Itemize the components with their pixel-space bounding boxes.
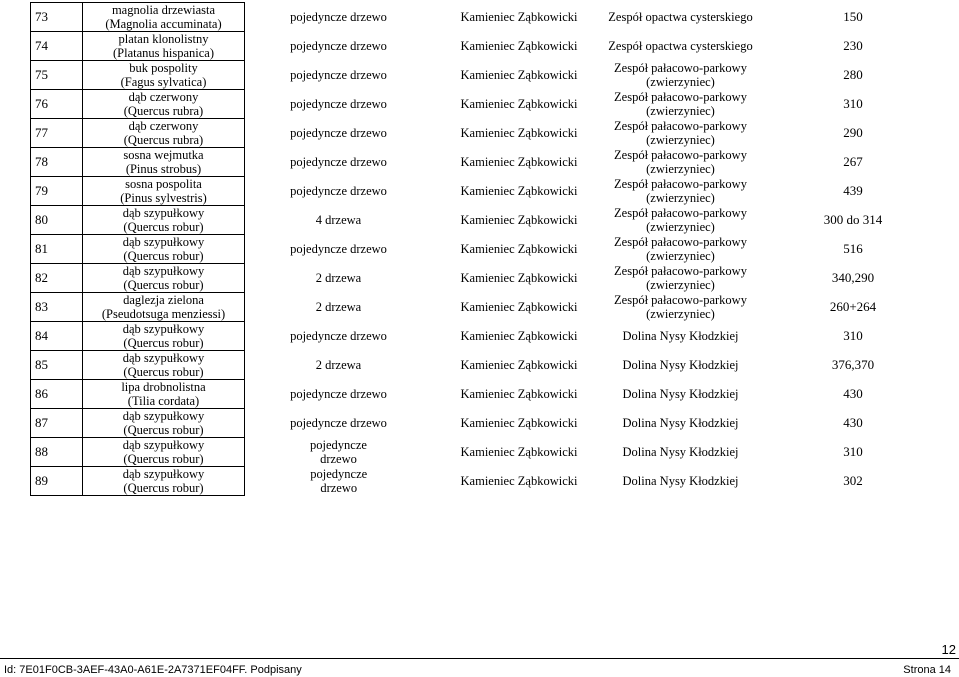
table-row xyxy=(31,467,951,496)
species-latin-name: (Quercus robur) xyxy=(123,452,204,466)
site-text: Zespół pałacowo-parkowy xyxy=(614,177,747,191)
site-cell xyxy=(606,264,756,293)
site-text: Dolina Nysy Kłodzkiej xyxy=(622,416,739,430)
species-cell xyxy=(83,90,245,119)
site-text: Dolina Nysy Kłodzkiej xyxy=(622,358,739,372)
row-number: 78 xyxy=(31,148,83,177)
row-number: 81 xyxy=(31,235,83,264)
circumference-cell: 290 xyxy=(843,125,863,140)
species-cell xyxy=(83,380,245,409)
circumference-cell: 310 xyxy=(843,328,863,343)
row-number: 82 xyxy=(31,264,83,293)
row-number: 73 xyxy=(31,3,83,32)
form-text: 4 drzewa xyxy=(315,213,362,227)
page-number: 12 xyxy=(941,642,956,657)
row-number: 86 xyxy=(31,380,83,409)
locality-cell: Kamieniec Ząbkowicki xyxy=(460,213,578,227)
circumference-cell: 260+264 xyxy=(829,299,877,314)
species-polish-name: lipa drobnolistna xyxy=(121,380,206,394)
row-number: 89 xyxy=(31,467,83,496)
circumference-cell: 150 xyxy=(843,9,863,24)
circumference-cell: 430 xyxy=(843,386,863,401)
species-cell xyxy=(83,322,245,351)
species-cell xyxy=(83,119,245,148)
site-text: Zespół opactwa cysterskiego xyxy=(608,39,753,53)
circumference-cell: 376,370 xyxy=(831,357,875,372)
site-text-line2: (zwierzyniec) xyxy=(646,75,715,89)
table-row xyxy=(31,235,951,264)
form-text: pojedyncze drzewo xyxy=(290,416,387,430)
site-cell xyxy=(606,32,756,61)
form-cell xyxy=(245,90,433,119)
species-polish-name: sosna wejmutka xyxy=(123,148,204,162)
species-latin-name: (Pseudotsuga menziessi) xyxy=(101,307,226,321)
form-cell xyxy=(245,322,433,351)
site-text: Dolina Nysy Kłodzkiej xyxy=(622,445,739,459)
form-cell xyxy=(245,3,433,32)
form-cell xyxy=(245,61,433,90)
species-polish-name: dąb szypułkowy xyxy=(122,467,205,481)
species-latin-name: (Quercus robur) xyxy=(123,365,204,379)
form-cell xyxy=(245,206,433,235)
form-text: pojedyncze drzewo xyxy=(290,155,387,169)
form-text-line2: drzewo xyxy=(320,452,357,466)
locality-cell: Kamieniec Ząbkowicki xyxy=(460,387,578,401)
site-text: Dolina Nysy Kłodzkiej xyxy=(622,329,739,343)
circumference-cell: 230 xyxy=(843,38,863,53)
row-number: 85 xyxy=(31,351,83,380)
species-cell xyxy=(83,148,245,177)
site-text-line2: (zwierzyniec) xyxy=(646,249,715,263)
species-latin-name: (Fagus sylvatica) xyxy=(120,75,207,89)
form-cell xyxy=(245,409,433,438)
row-number: 80 xyxy=(31,206,83,235)
row-number: 74 xyxy=(31,32,83,61)
site-cell xyxy=(606,61,756,90)
species-polish-name: dąb czerwony xyxy=(128,90,199,104)
form-text: pojedyncze drzewo xyxy=(290,329,387,343)
site-text: Zespół pałacowo-parkowy xyxy=(614,148,747,162)
row-number: 76 xyxy=(31,90,83,119)
site-text: Zespół pałacowo-parkowy xyxy=(614,61,747,75)
species-latin-name: (Magnolia accuminata) xyxy=(105,17,222,31)
species-latin-name: (Quercus robur) xyxy=(123,481,204,495)
species-latin-name: (Quercus robur) xyxy=(123,423,204,437)
site-text-line2: (zwierzyniec) xyxy=(646,191,715,205)
form-text: pojedyncze drzewo xyxy=(290,184,387,198)
table-row xyxy=(31,409,951,438)
species-polish-name: magnolia drzewiasta xyxy=(111,3,216,17)
form-text: pojedyncze drzewo xyxy=(290,97,387,111)
species-cell xyxy=(83,438,245,467)
table-row xyxy=(31,148,951,177)
site-text-line2: (zwierzyniec) xyxy=(646,220,715,234)
species-cell xyxy=(83,351,245,380)
species-latin-name: (Pinus sylvestris) xyxy=(120,191,207,205)
table-row xyxy=(31,3,951,32)
site-cell xyxy=(606,380,756,409)
species-latin-name: (Platanus hispanica) xyxy=(112,46,214,60)
table-row xyxy=(31,351,951,380)
row-number: 88 xyxy=(31,438,83,467)
site-cell xyxy=(606,438,756,467)
circumference-cell: 310 xyxy=(843,444,863,459)
locality-cell: Kamieniec Ząbkowicki xyxy=(460,155,578,169)
form-cell xyxy=(245,177,433,206)
form-cell xyxy=(245,235,433,264)
site-text-line2: (zwierzyniec) xyxy=(646,162,715,176)
locality-cell: Kamieniec Ząbkowicki xyxy=(460,474,578,488)
row-number: 87 xyxy=(31,409,83,438)
locality-cell: Kamieniec Ząbkowicki xyxy=(460,358,578,372)
locality-cell: Kamieniec Ząbkowicki xyxy=(460,97,578,111)
locality-cell: Kamieniec Ząbkowicki xyxy=(460,68,578,82)
site-cell xyxy=(606,206,756,235)
site-cell xyxy=(606,322,756,351)
form-text: pojedyncze drzewo xyxy=(290,126,387,140)
page-label-footer: Strona 14 xyxy=(903,664,951,676)
form-cell xyxy=(245,438,433,467)
table-row xyxy=(31,61,951,90)
circumference-cell: 430 xyxy=(843,415,863,430)
site-cell xyxy=(606,177,756,206)
circumference-cell: 280 xyxy=(843,67,863,82)
site-text: Zespół pałacowo-parkowy xyxy=(614,206,747,220)
monument-trees-table-container xyxy=(30,2,950,496)
species-latin-name: (Quercus rubra) xyxy=(123,133,204,147)
form-cell xyxy=(245,351,433,380)
row-number: 84 xyxy=(31,322,83,351)
form-text: pojedyncze drzewo xyxy=(290,39,387,53)
species-polish-name: sosna pospolita xyxy=(125,177,202,191)
species-polish-name: dąb szypułkowy xyxy=(122,351,205,365)
locality-cell: Kamieniec Ząbkowicki xyxy=(460,271,578,285)
locality-cell: Kamieniec Ząbkowicki xyxy=(460,416,578,430)
species-cell xyxy=(83,467,245,496)
locality-cell: Kamieniec Ząbkowicki xyxy=(460,10,578,24)
locality-cell: Kamieniec Ząbkowicki xyxy=(460,445,578,459)
table-row xyxy=(31,380,951,409)
species-latin-name: (Quercus rubra) xyxy=(123,104,204,118)
site-cell xyxy=(606,467,756,496)
species-polish-name: dąb szypułkowy xyxy=(122,235,205,249)
table-row xyxy=(31,32,951,61)
form-text: pojedyncze drzewo xyxy=(290,242,387,256)
form-cell xyxy=(245,264,433,293)
circumference-cell: 439 xyxy=(843,183,863,198)
site-text: Zespół opactwa cysterskiego xyxy=(608,10,753,24)
circumference-cell: 302 xyxy=(843,473,863,488)
site-text-line2: (zwierzyniec) xyxy=(646,133,715,147)
species-latin-name: (Tilia cordata) xyxy=(127,394,200,408)
site-text-line2: (zwierzyniec) xyxy=(646,104,715,118)
species-polish-name: dąb szypułkowy xyxy=(122,206,205,220)
site-cell xyxy=(606,293,756,322)
form-text-line2: drzewo xyxy=(320,481,358,495)
form-text: pojedyncze drzewo xyxy=(290,10,387,24)
species-polish-name: buk pospolity xyxy=(129,61,198,75)
row-number: 77 xyxy=(31,119,83,148)
circumference-cell: 516 xyxy=(843,241,863,256)
document-id-footer: Id: 7E01F0CB-3AEF-43A0-A61E-2A7371EF04FF. Podpisany xyxy=(4,664,302,676)
species-polish-name: daglezja zielona xyxy=(123,293,204,307)
species-cell xyxy=(83,235,245,264)
site-text-line2: (zwierzyniec) xyxy=(646,278,715,292)
site-text: Zespół pałacowo-parkowy xyxy=(614,90,747,104)
circumference-cell: 340,290 xyxy=(831,270,875,285)
locality-cell: Kamieniec Ząbkowicki xyxy=(460,300,578,314)
form-cell xyxy=(245,467,433,496)
site-cell xyxy=(606,351,756,380)
table-row xyxy=(31,264,951,293)
locality-cell: Kamieniec Ząbkowicki xyxy=(460,329,578,343)
table-row xyxy=(31,90,951,119)
site-cell xyxy=(606,235,756,264)
species-polish-name: dąb szypułkowy xyxy=(122,322,205,336)
site-cell xyxy=(606,148,756,177)
species-cell xyxy=(83,264,245,293)
form-cell xyxy=(245,119,433,148)
site-text: Zespół pałacowo-parkowy xyxy=(614,264,747,278)
footer-divider xyxy=(0,658,959,659)
species-polish-name: platan klonolistny xyxy=(118,32,209,46)
table-row xyxy=(31,322,951,351)
form-text: pojedyncze drzewo xyxy=(290,68,387,82)
table-row xyxy=(31,177,951,206)
table-row xyxy=(31,293,951,322)
species-cell xyxy=(83,206,245,235)
species-cell xyxy=(83,293,245,322)
species-latin-name: (Pinus strobus) xyxy=(125,162,202,176)
locality-cell: Kamieniec Ząbkowicki xyxy=(460,242,578,256)
table-body xyxy=(31,3,951,496)
site-text: Zespół pałacowo-parkowy xyxy=(614,293,747,307)
form-text: pojedyncze xyxy=(310,467,368,481)
species-latin-name: (Quercus robur) xyxy=(123,278,204,292)
form-text: 2 drzewa xyxy=(315,271,362,285)
circumference-cell: 267 xyxy=(843,154,863,169)
species-latin-name: (Quercus robur) xyxy=(123,249,204,263)
species-polish-name: dąb szypułkowy xyxy=(122,264,205,278)
circumference-cell: 300 do 314 xyxy=(823,212,883,227)
site-text: Zespół pałacowo-parkowy xyxy=(614,119,747,133)
species-latin-name: (Quercus robur) xyxy=(123,220,204,234)
species-polish-name: dąb szypułkowy xyxy=(122,409,205,423)
table-row xyxy=(31,438,951,467)
form-text: 2 drzewa xyxy=(315,300,362,314)
form-cell xyxy=(245,148,433,177)
locality-cell: Kamieniec Ząbkowicki xyxy=(460,126,578,140)
species-polish-name: dąb szypułkowy xyxy=(122,438,205,452)
form-text: pojedyncze xyxy=(310,438,367,452)
site-cell xyxy=(606,119,756,148)
locality-cell: Kamieniec Ząbkowicki xyxy=(460,184,578,198)
form-text: pojedyncze drzewo xyxy=(290,387,387,401)
form-text: 2 drzewa xyxy=(315,358,362,372)
species-cell xyxy=(83,409,245,438)
site-text: Dolina Nysy Kłodzkiej xyxy=(622,474,739,488)
site-cell xyxy=(606,3,756,32)
table-row xyxy=(31,206,951,235)
species-polish-name: dąb czerwony xyxy=(128,119,199,133)
locality-cell: Kamieniec Ząbkowicki xyxy=(460,39,578,53)
form-cell xyxy=(245,380,433,409)
species-cell xyxy=(83,3,245,32)
site-text: Dolina Nysy Kłodzkiej xyxy=(622,387,739,401)
monument-trees-table xyxy=(30,2,951,496)
form-cell xyxy=(245,293,433,322)
species-cell xyxy=(83,61,245,90)
species-cell xyxy=(83,177,245,206)
site-cell xyxy=(606,90,756,119)
site-cell xyxy=(606,409,756,438)
row-number: 75 xyxy=(31,61,83,90)
row-number: 83 xyxy=(31,293,83,322)
circumference-cell: 310 xyxy=(843,96,863,111)
row-number: 79 xyxy=(31,177,83,206)
form-cell xyxy=(245,32,433,61)
species-cell xyxy=(83,32,245,61)
species-latin-name: (Quercus robur) xyxy=(123,336,204,350)
site-text: Zespół pałacowo-parkowy xyxy=(614,235,747,249)
table-row xyxy=(31,119,951,148)
site-text-line2: (zwierzyniec) xyxy=(646,307,715,321)
